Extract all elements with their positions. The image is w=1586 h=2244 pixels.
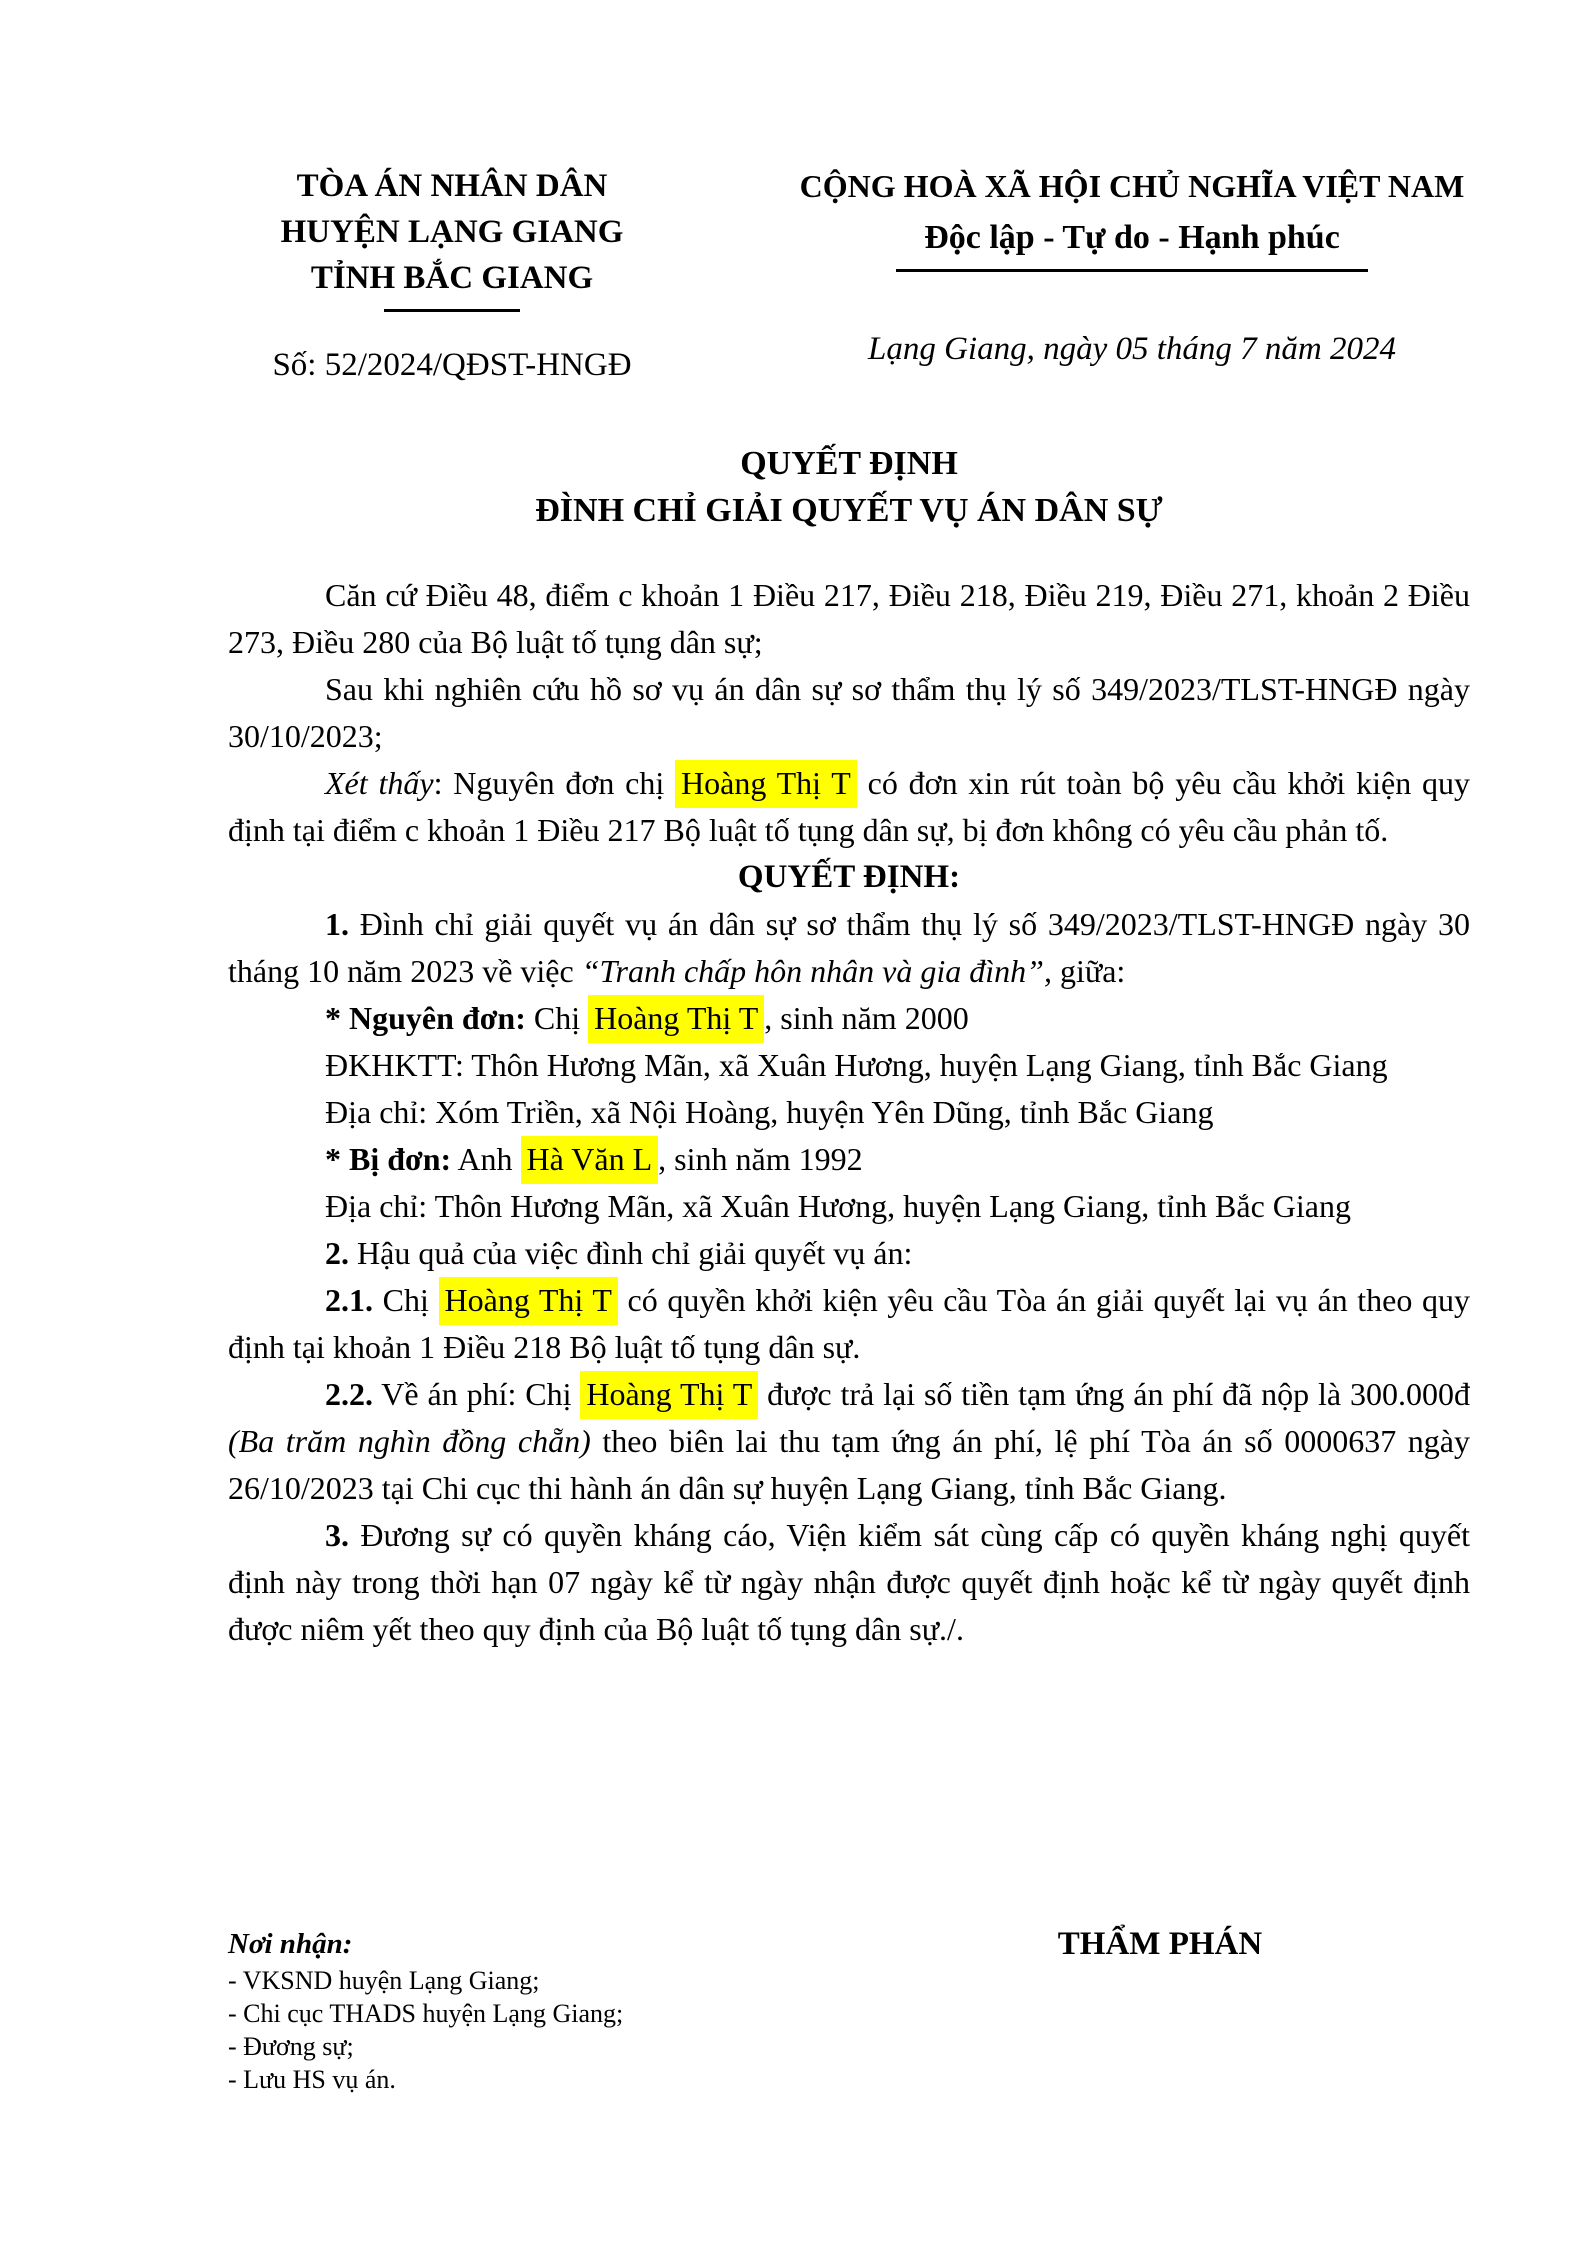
document-footer — [228, 1924, 1470, 2096]
paragraph-item-2-2 — [228, 1371, 1470, 1512]
paragraph-plaintiff — [228, 995, 1470, 1042]
defendant-rest: , sinh năm 1992 — [658, 1141, 863, 1177]
title-line2: ĐÌNH CHỈ GIẢI QUYẾT VỤ ÁN DÂN SỰ — [535, 492, 1163, 529]
paragraph-item-2-1 — [228, 1277, 1470, 1371]
court-name-line3: TỈNH BẮC GIANG — [310, 260, 594, 296]
court-name-divider — [384, 309, 520, 312]
document-number: Số: 52/2024/QĐST-HNGĐ — [272, 347, 632, 383]
defendant-address-text: Địa chỉ: Thôn Hương Mãn, xã Xuân Hương, huyện Lạng Giang, tỉnh Bắc Giang — [325, 1188, 1351, 1224]
paragraph-case-review — [228, 666, 1470, 760]
paragraph-item-3 — [228, 1512, 1470, 1653]
defendant-name-highlight: Hà Văn L — [521, 1136, 659, 1184]
xet-thay-rest: có đơn xin rút toàn bộ yêu cầu khởi kiện quy định tại điểm c khoản 1 Điều 217 Bộ luật tố tụng dân sự, bị đơn không có yêu cầu phản tố. — [228, 765, 1471, 848]
defendant-mid: Anh — [451, 1141, 521, 1177]
plaintiff-rest: , sinh năm 2000 — [764, 1000, 969, 1036]
case-review-text: Sau khi nghiên cứu hồ sơ vụ án dân sự sơ thẩm thụ lý số 349/2023/TLST-HNGĐ ngày 30/10/2023; — [228, 671, 1470, 754]
court-name-line1: TÒA ÁN NHÂN DÂN — [296, 168, 608, 204]
paragraph-defendant-address — [228, 1183, 1470, 1230]
item-2-2-mid: được trả lại số tiền tạm ứng án phí đã nộp là 300.000đ — [758, 1376, 1471, 1412]
item-2-2-rest: theo biên lai thu tạm ứng án phí, lệ phí Tòa án số 0000637 ngày 26/10/2023 tại Chi cục thi hành án dân sự huyện Lạng Giang, tỉnh Bắc Giang. — [228, 1423, 1471, 1506]
paragraph-defendant — [228, 1136, 1470, 1183]
item-2-2-number: 2.2. — [325, 1376, 373, 1412]
place-date-line: Lạng Giang, ngày 05 tháng 7 năm 2024 — [868, 331, 1396, 367]
plaintiff-name-highlight: Hoàng Thị T — [580, 1371, 758, 1419]
item-1-after-case: giữa: — [1051, 953, 1126, 989]
item-2-2-before: Về án phí: Chị — [373, 1376, 581, 1412]
item-1-before-case: Đình chỉ giải quyết vụ án dân sự sơ thẩm thụ lý số 349/2023/TLST-HNGĐ ngày 30 tháng 10 năm 2023 về việc — [228, 906, 1470, 989]
item-2-text: Hậu quả của việc đình chỉ giải quyết vụ án: — [349, 1235, 913, 1271]
court-name-line2: HUYỆN LẠNG GIANG — [280, 214, 624, 250]
recipients-list — [228, 1964, 850, 2096]
xet-thay-mid: : Nguyên đơn chị — [433, 765, 676, 801]
item-1-number: 1. — [325, 906, 349, 942]
document-body — [228, 572, 1470, 1653]
recipient-item: - Đương sự; — [228, 2032, 354, 2061]
paragraph-item-2 — [228, 1230, 1470, 1277]
recipient-item: - Chi cục THADS huyện Lạng Giang; — [228, 1999, 624, 2028]
plaintiff-name-highlight: Hoàng Thị T — [675, 760, 857, 808]
paragraph-item-1 — [228, 901, 1470, 995]
item-2-1-mid: Chị — [373, 1282, 439, 1318]
recipient-item: - VKSND huyện Lạng Giang; — [228, 1966, 540, 1995]
paragraph-plaintiff-address — [228, 1089, 1470, 1136]
legal-basis-text: Căn cứ Điều 48, điểm c khoản 1 Điều 217, Điều 218, Điều 219, Điều 271, khoản 2 Điều 273, Điều 280 của Bộ luật tố tụng dân sự; — [228, 577, 1470, 660]
item-3-text: Đương sự có quyền kháng cáo, Viện kiểm sát cùng cấp có quyền kháng nghị quyết định này trong thời hạn 07 ngày kể từ ngày nhận được quyết định hoặc kể từ ngày quyết định được niêm yết theo quy định của Bộ luật tố tụng dân sự./. — [228, 1517, 1470, 1647]
plaintiff-address-text: Địa chỉ: Xóm Triền, xã Nội Hoàng, huyện Yên Dũng, tỉnh Bắc Giang — [325, 1094, 1214, 1130]
plaintiff-residence-text: ĐKHKTT: Thôn Hương Mãn, xã Xuân Hương, huyện Lạng Giang, tỉnh Bắc Giang — [325, 1047, 1388, 1083]
plaintiff-mid: Chị — [525, 1000, 589, 1036]
item-2-1-rest: có quyền khởi kiện yêu cầu Tòa án giải quyết lại vụ án theo quy định tại khoản 1 Điều 218 Bộ luật tố tụng dân sự. — [228, 1282, 1471, 1365]
plaintiff-label: * Nguyên đơn: — [325, 1000, 526, 1036]
item-2-1-number: 2.1. — [325, 1282, 373, 1318]
court-name-block — [228, 163, 676, 388]
title-line1: QUYẾT ĐỊNH — [740, 445, 958, 482]
item-1-case-name: “Tranh chấp hôn nhân và gia đình”, — [581, 953, 1052, 989]
judge-title: THẨM PHÁN — [1057, 1926, 1263, 1962]
document-title — [228, 440, 1470, 534]
plaintiff-name-highlight: Hoàng Thị T — [439, 1277, 618, 1325]
xet-thay-lead: Xét thấy — [325, 765, 434, 801]
recipients-label: Nơi nhận: — [228, 1928, 353, 1960]
item-2-2-amount-words: (Ba trăm nghìn đồng chẵn) — [228, 1423, 591, 1459]
defendant-label: * Bị đơn: — [325, 1141, 452, 1177]
recipient-item: - Lưu HS vụ án. — [228, 2065, 396, 2094]
national-title: CỘNG HOÀ XÃ HỘI CHỦ NGHĨA VIỆT NAM — [799, 168, 1465, 204]
motto-divider — [896, 269, 1368, 272]
paragraph-xet-thay — [228, 760, 1470, 854]
national-motto-block — [770, 163, 1494, 373]
recipients-block — [228, 1924, 850, 2096]
paragraph-legal-basis — [228, 572, 1470, 666]
item-3-number: 3. — [325, 1517, 349, 1553]
national-motto: Độc lập - Tự do - Hạnh phúc — [924, 219, 1340, 256]
plaintiff-name-highlight: Hoàng Thị T — [588, 995, 764, 1043]
paragraph-plaintiff-residence — [228, 1042, 1470, 1089]
document-header — [228, 0, 1494, 388]
decision-heading: QUYẾT ĐỊNH: — [737, 859, 961, 895]
item-2-number: 2. — [325, 1235, 349, 1271]
